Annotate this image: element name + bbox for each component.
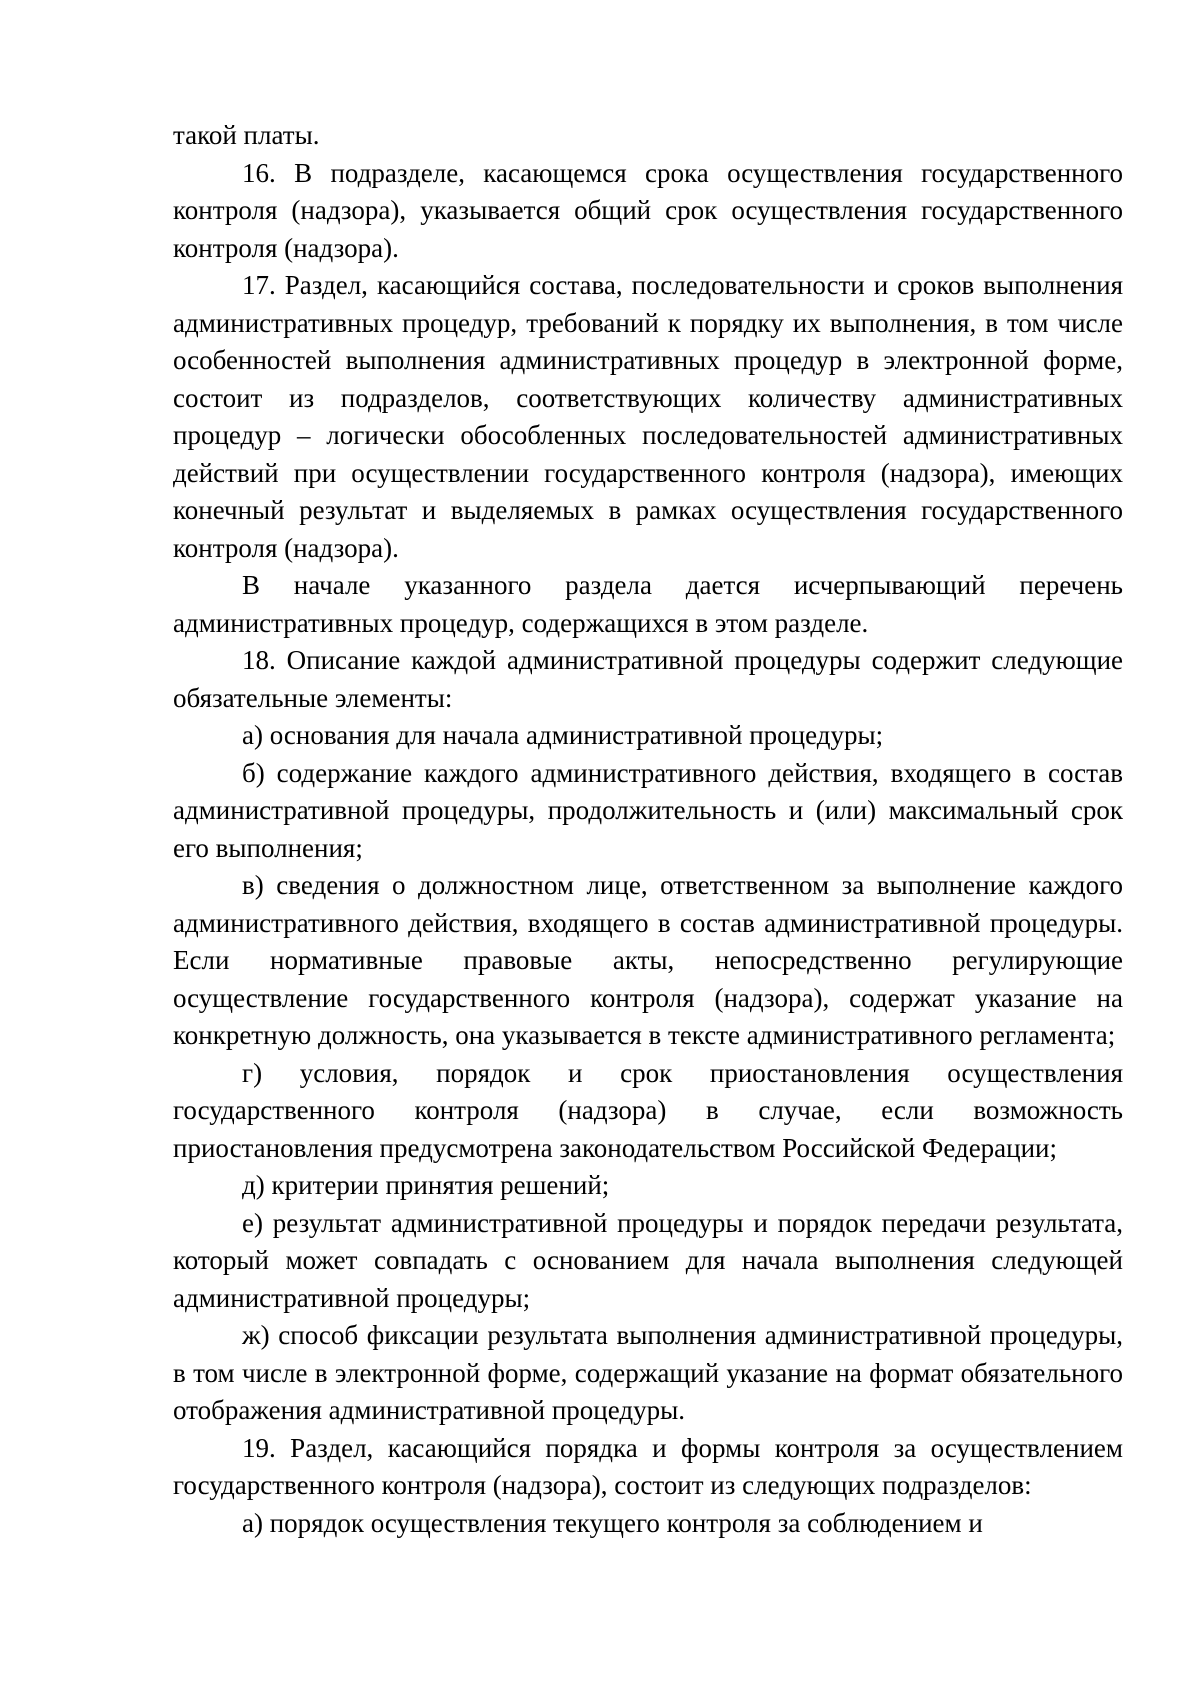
list-item-e: е) результат административной процедуры и порядок передачи результата, который может совпадать с основанием для начала выполнения следующей административной процедуры;: [173, 1207, 1123, 1313]
list-item-v: в) сведения о должностном лице, ответственном за выполнение каждого административного действия, входящего в состав административной процедуры. Если нормативные правовые акты, непосредственно регулирующие осуществление государственного контроля (надзора), содержат указание на конкретную должность, она указывается в тексте административного регламента;: [173, 870, 1123, 1050]
paragraph-continuation: такой платы.: [173, 120, 320, 150]
list-item-d: д) критерии принятия решений;: [242, 1170, 610, 1200]
paragraph-17-list-intro: В начале указанного раздела дается исчерпывающий перечень административных процедур, содержащихся в этом разделе.: [173, 570, 1123, 638]
list-item-b: б) содержание каждого административного действия, входящего в состав административной процедуры, продолжительность и (или) максимальный срок его выполнения;: [173, 757, 1123, 863]
paragraph-18: 18. Описание каждой административной процедуры содержит следующие обязательные элементы:: [173, 645, 1123, 713]
list-item-zh: ж) способ фиксации результата выполнения административной процедуры, в том числе в электронной форме, содержащий указание на формат обязательного отображения административной процедуры.: [173, 1320, 1123, 1425]
list-item-a: а) основания для начала административной процедуры;: [242, 720, 884, 750]
list-item-19a: а) порядок осуществления текущего контроля за соблюдением и: [242, 1507, 983, 1538]
paragraph-16: 16. В подразделе, касающемся срока осуществления государственного контроля (надзора), указывается общий срок осуществления государственного контроля (надзора).: [173, 157, 1123, 263]
paragraph-17: 17. Раздел, касающийся состава, последовательности и сроков выполнения административных процедур, требований к порядку их выполнения, в том числе особенностей выполнения административных процедур в электронной форме, состоит из подразделов, соответствующих количеству административных процедур – логически обособленных последовательностей административных действий при осуществлении государственного контроля (надзора), имеющих конечный результат и выделяемых в рамках осуществления государственного контроля (надзора).: [173, 270, 1123, 563]
list-item-g: г) условия, порядок и срок приостановления осуществления государственного контроля (надзора) в случае, если возможность приостановления предусмотрена законодательством Российской Федерации;: [173, 1057, 1123, 1163]
paragraph-19: 19. Раздел, касающийся порядка и формы контроля за осуществлением государственного контроля (надзора), состоит из следующих подразделов:: [173, 1432, 1123, 1500]
document-page: [173, 117, 1123, 1542]
